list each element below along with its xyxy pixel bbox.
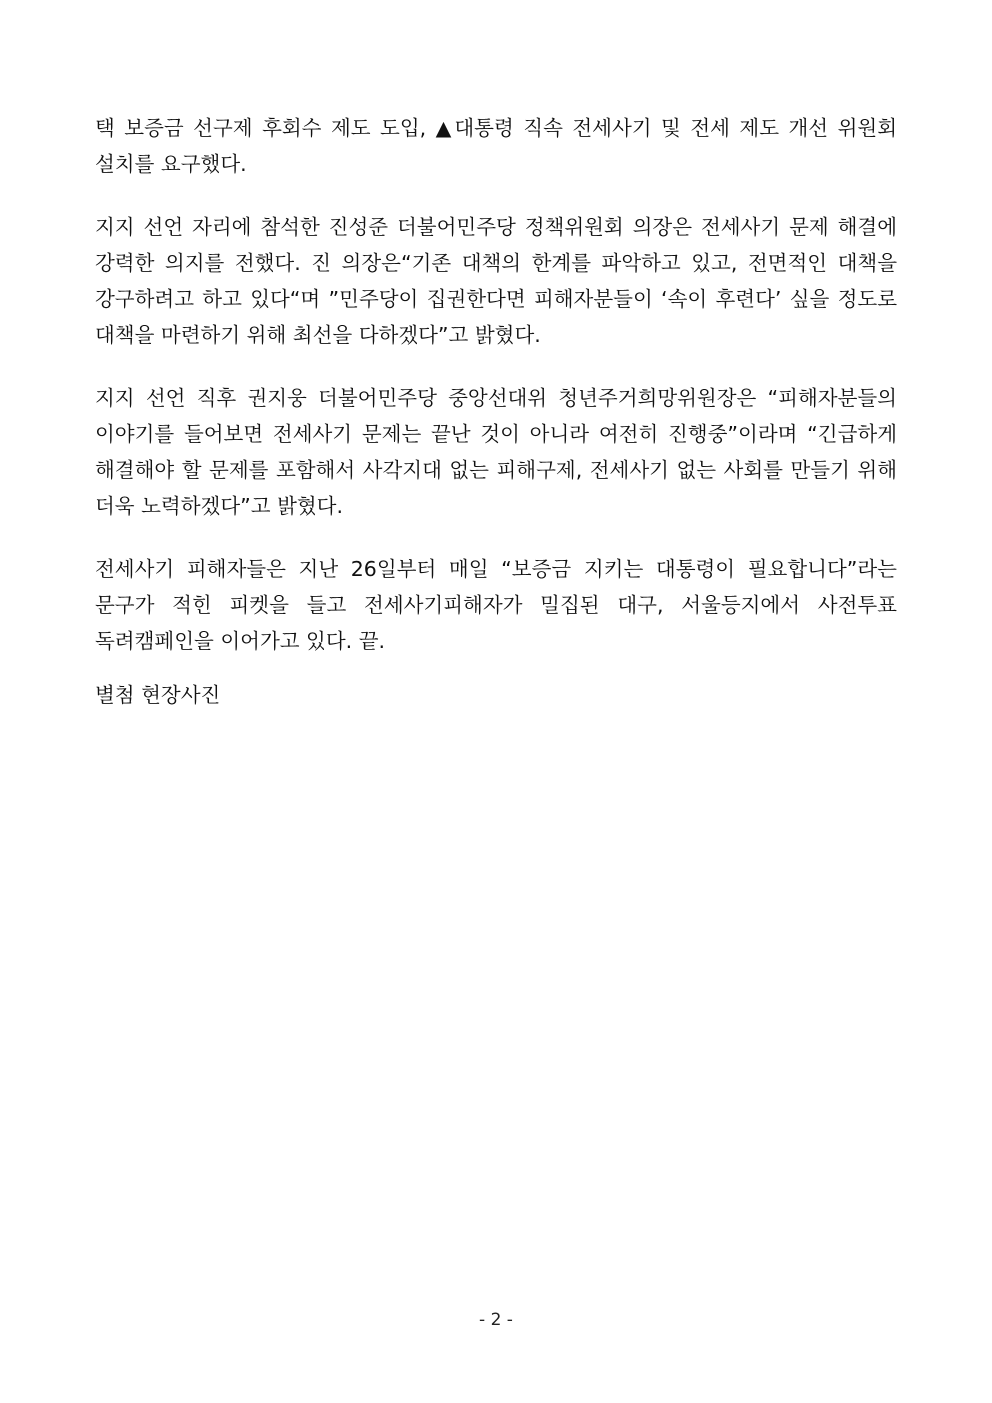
attachment-note: 별첨 현장사진 xyxy=(95,683,221,707)
paragraph-2: 지지 선언 자리에 참석한 진성준 더불어민주당 정책위원회 의장은 전세사기 문제 해결에 강력한 의지를 전했다. 진 의장은“기존 대책의 한계를 파악하고 있고, 전면적인 대책을 강구하려고 하고 있다“며 ”민주당이 집권한다면 피해자분들이 ‘속이 후련다’ 싶을 정도로 대책을 마련하기 위해 최선을 다하겠다”고 밝혔다. xyxy=(95,215,897,347)
page-number: - 2 - xyxy=(479,1310,513,1330)
document-body xyxy=(95,110,897,713)
paragraph-3: 지지 선언 직후 권지웅 더불어민주당 중앙선대위 청년주거희망위원장은 “피해자분들의 이야기를 들어보면 전세사기 문제는 끝난 것이 아니라 여전히 진행중”이라며 “긴급하게 해결해야 할 문제를 포함해서 사각지대 없는 피해구제, 전세사기 없는 사회를 만들기 위해 더욱 노력하겠다”고 밝혔다. xyxy=(95,386,897,518)
paragraph-1: 택 보증금 선구제 후회수 제도 도입, ▲대통령 직속 전세사기 및 전세 제도 개선 위원회 설치를 요구했다. xyxy=(95,116,897,176)
paragraph-4: 전세사기 피해자들은 지난 26일부터 매일 “보증금 지키는 대통령이 필요합니다”라는 문구가 적힌 피켓을 들고 전세사기피해자가 밀집된 대구, 서울등지에서 사전투표 독려캠페인을 이어가고 있다. 끝. xyxy=(95,557,897,653)
